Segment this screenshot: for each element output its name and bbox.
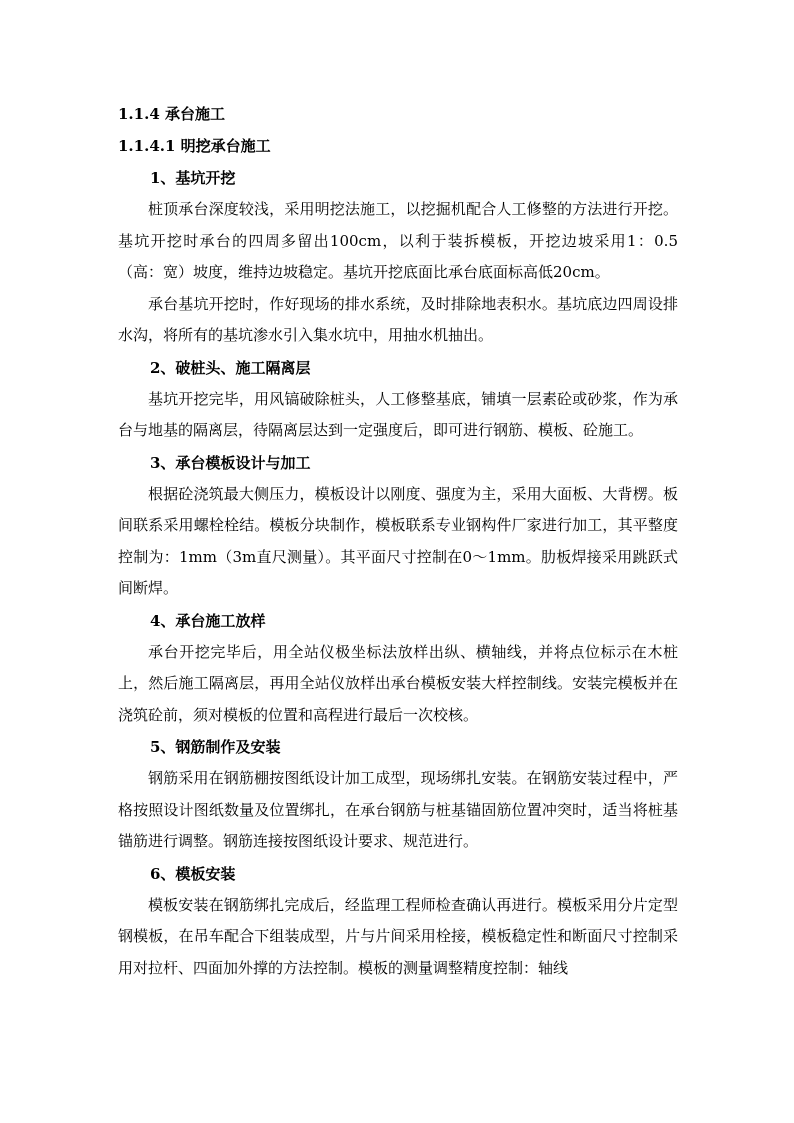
item-heading-excavation: 1、基坑开挖 (150, 169, 236, 187)
item-heading-formwork-install: 6、模板安装 (150, 864, 236, 883)
paragraph: 模板安装在钢筋绑扎完成后，经监理工程师检查确认再进行。模板采用分片定型钢模板，在吊车配合下组装成型，片与片间采用栓接，模板稳定性和断面尺寸控制采用对拉杆、四面加外撑的方法控制。模板的测量调整精度控制：轴线 (118, 895, 678, 977)
paragraph: 桩顶承台深度较浅，采用明挖法施工，以挖掘机配合人工修整的方法进行开挖。基坑开挖时承台的四周多留出100cm，以利于装拆模板，开挖边坡采用1：0.5（高：宽）坡度，维持边坡稳定。基坑开挖底面比承台底面标高低20cm。 (118, 200, 678, 281)
paragraph: 承台基坑开挖时，作好现场的排水系统，及时排除地表积水。基坑底边四周设排水沟，将所有的基坑渗水引入集水坑中，用抽水机抽出。 (118, 294, 678, 344)
section-heading: 1.1.4 承台施工 (118, 105, 225, 123)
paragraph: 根据砼浇筑最大侧压力，模板设计以刚度、强度为主，采用大面板、大背楞。板间联系采用螺栓栓结。模板分块制作，模板联系专业钢构件厂家进行加工，其平整度控制为：1mm（3m直尺测量）。其平面尺寸控制在0～1mm。肋板焊接采用跳跃式间断焊。 (118, 484, 678, 597)
paragraph: 基坑开挖完毕，用风镐破除桩头，人工修整基底，铺填一层素砼或砂浆，作为承台与地基的隔离层，待隔离层达到一定强度后，即可进行钢筋、模板、砼施工。 (118, 389, 678, 439)
document-body (118, 98, 678, 984)
paragraph: 承台开挖完毕后，用全站仪极坐标法放样出纵、横轴线，并将点位标示在木桩上，然后施工隔离层，再用全站仪放样出承台模板安装大样控制线。安装完模板并在浇筑砼前，须对模板的位置和高程进行最后一次校核。 (118, 642, 678, 724)
item-heading-pile-head: 2、破桩头、施工隔离层 (150, 358, 311, 377)
item-heading-formwork-design: 3、承台模板设计与加工 (150, 453, 311, 472)
item-heading-setting-out: 4、承台施工放样 (150, 611, 266, 630)
item-heading-rebar: 5、钢筋制作及安装 (150, 738, 281, 756)
subsection-heading: 1.1.4.1 明挖承台施工 (118, 137, 271, 155)
paragraph: 钢筋采用在钢筋棚按图纸设计加工成型，现场绑扎安装。在钢筋安装过程中，严格按照设计图纸数量及位置绑扎，在承台钢筋与桩基锚固筋位置冲突时，适当将桩基锚筋进行调整。钢筋连接按图纸设计要求、规范进行。 (118, 769, 678, 850)
